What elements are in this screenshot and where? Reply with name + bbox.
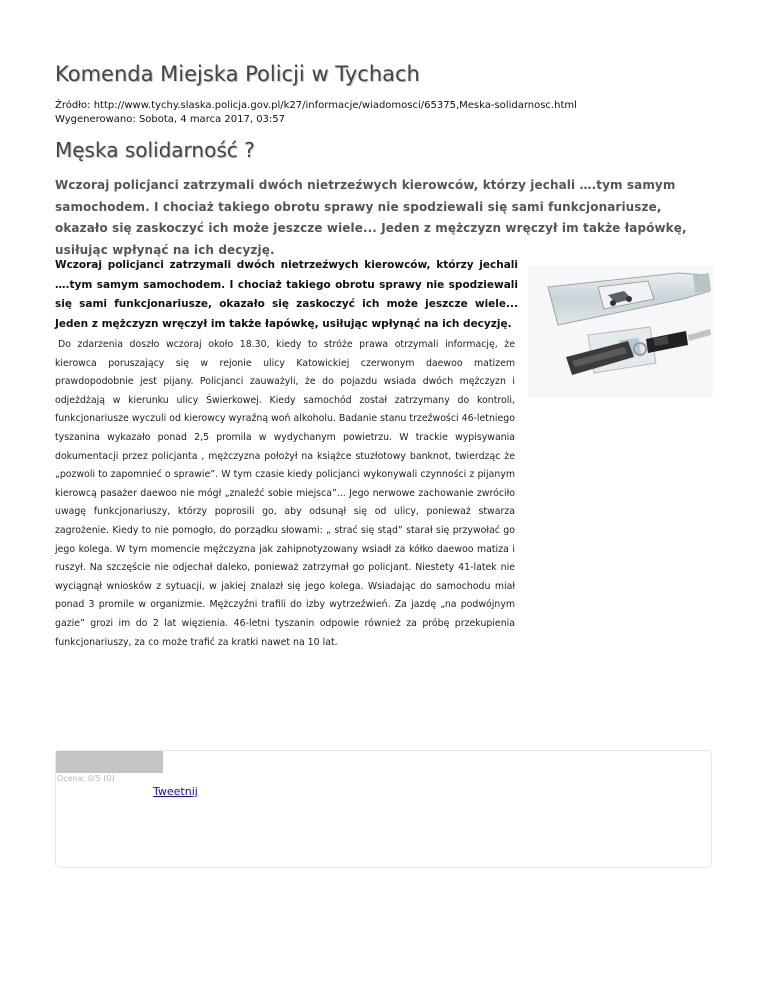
site-title: Komenda Miejska Policji w Tychach bbox=[55, 62, 420, 86]
article-body-text: Do zdarzenia doszło wczoraj około 18.30, kiedy to stróże prawa otrzymali informację, że kierowca poruszający się w rejonie ulicy Katowickiej czerwonym daewoo matizem prawdopodobnie jest pijany. Policjanci zauważyli, że do pojazdu wsiada dwóch mężczyzn i odjeżdżają w kierunku ulicy Świerkowej. Kiedy samochód został zatrzymany do kontroli, funkcjonariusze wyczuli od kierowcy wyraźną woń alkoholu. Badanie stanu trzeźwości 46-letniego tyszanina wykazało ponad 2,5 promila w wydychanym powietrzu. W trackie wypisywania dokumentacji przez policjanta , mężczyzna położył na książce stuzłotowy banknot, twierdząc że „pozwoli to zapomnieć o sprawie”. W tym czasie kiedy policjanci wykonywali czynności z pijanym kierowcą pasażer daewoo nie mógł „znaleźć sobie miejsca”... Jego nerwowe zachowanie zwróciło uwagę funkcjonariuszy, którzy poprosili go, aby odsunął się od ulicy, ponieważ stwarza zagrożenie. Kiedy to nie pomogło, do porządku słowami: „ strać się stąd” starał się przywołać go jego kolega. W tym momencie mężczyzna jak zahipnotyzowany wsiadł za kółko daewoo matiza i ruszył. Na szczęście nie odjechał daleko, ponieważ zatrzymał go policjant. Niestety 41-latek nie wyciągnął wniosków z sytuacji, w jakiej znalazł się jego kolega. Wsiadając do samochodu miał ponad 3 promile w organizmie. Mężczyźni trafili do izby wytrzeźwień. Za jazdę „na podwójnym gazie” grozi im do 2 lat więzienia. 46-letni tyszanin odpowie również za próbę przekupienia funkcjonariuszy, za co może trafić za kratki nawet na 10 lat. bbox=[55, 339, 515, 648]
print-meta bbox=[55, 99, 577, 127]
bottle-keys-image bbox=[528, 265, 713, 397]
rating-label: Ocena: 0/5 (0) bbox=[57, 774, 115, 783]
article-footer bbox=[55, 750, 712, 868]
article-title: Męska solidarność ? bbox=[55, 138, 255, 162]
tweet-link[interactable]: Tweetnij bbox=[153, 785, 198, 798]
rating-stars[interactable] bbox=[56, 751, 163, 773]
article-lead: Wczoraj policjanci zatrzymali dwóch nietrzeźwych kierowców, którzy jechali ….tym samym samochodem. I chociaż takiego obrotu sprawy nie spodziewali się sami funkcjonariusze, okazało się zaskoczyć ich może jeszcze wiele... Jeden z mężczyzn wręczył im także łapówkę, usiłując wpłynąć na ich decyzję. bbox=[55, 178, 687, 257]
source-url: Źródło: http://www.tychy.slaska.policja.gov.pl/k27/informacje/wiadomosci/65375,Meska-solidarnosc.html bbox=[55, 100, 577, 111]
article-body bbox=[55, 336, 515, 652]
generated-date: Wygenerowano: Sobota, 4 marca 2017, 03:57 bbox=[55, 114, 286, 125]
article-intro: Wczoraj policjanci zatrzymali dwóch nietrzeźwych kierowców, którzy jechali ….tym samym samochodem. I chociaż takiego obrotu sprawy nie spodziewali się sami funkcjonariusze, okazało się zaskoczyć ich może jeszcze wiele... Jeden z mężczyzn wręczył im także łapówkę, usiłując wpłynąć na ich decyzję. bbox=[55, 259, 518, 330]
article-photo-bottle-keys bbox=[528, 265, 713, 397]
